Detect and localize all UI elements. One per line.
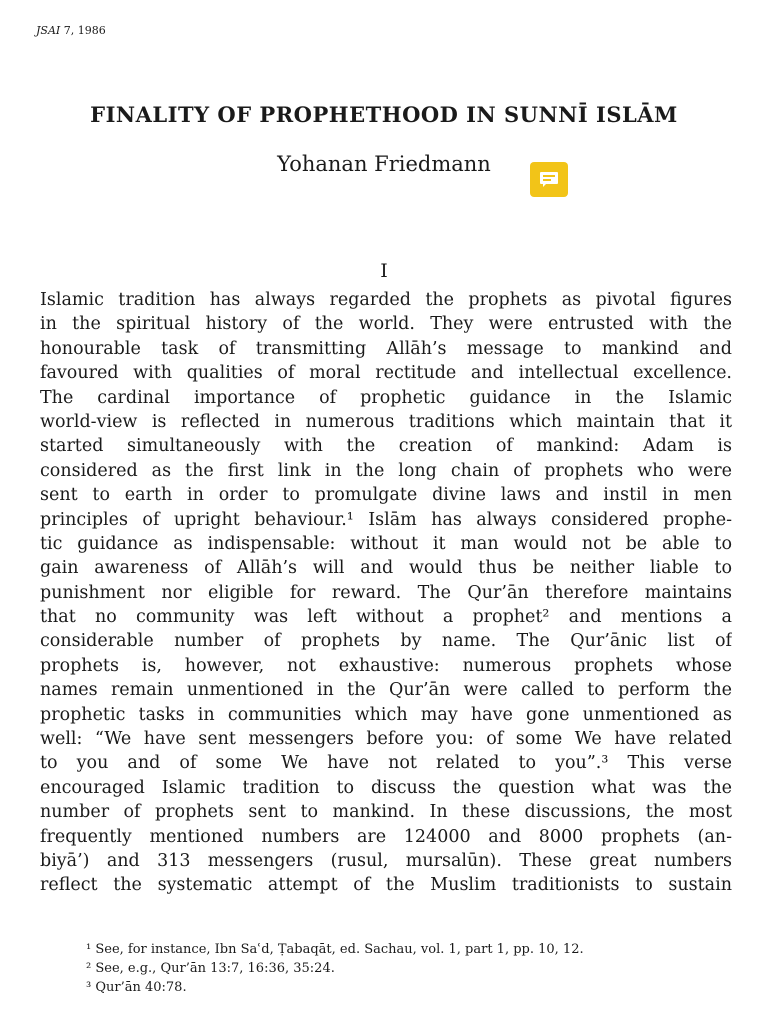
body-line: Islamic tradition has always regarded the prophets as pivotal figures [40, 290, 732, 310]
body-line: names remain unmentioned in the Qur’ān were called to perform the [40, 680, 732, 701]
body-line: principles of upright behaviour.¹ Islām has always considered prophe- [40, 509, 732, 530]
body-line: The cardinal importance of prophetic guidance in the Islamic [40, 387, 732, 408]
body-line: prophetic tasks in communities which may have gone unmentioned as [40, 704, 732, 725]
journal-name: JSAI [36, 24, 61, 37]
article-title: FINALITY OF PROPHETHOOD IN SUNNĪ ISLĀM [90, 102, 678, 127]
body-line: favoured with qualities of moral rectitude and intellectual excellence. [40, 363, 732, 384]
section-number: I [380, 260, 388, 282]
body-line: sent to earth in order to promulgate divine laws and instil in men [40, 485, 732, 506]
body-line: well: “We have sent messengers before you: of some We have related [40, 729, 732, 750]
journal-header [36, 24, 106, 37]
body-line: frequently mentioned numbers are 124000 and 8000 prophets (an- [40, 826, 732, 847]
body-line: prophets is, however, not exhaustive: numerous prophets whose [40, 655, 732, 676]
body-line: considered as the first link in the long chain of prophets who were [40, 460, 732, 481]
footnote-1: ¹ See, for instance, Ibn Saʿd, Ṭabaqāt, ed. Sachau, vol. 1, part 1, pp. 10, 12. [86, 942, 584, 957]
body-line: biyā’) and 313 messengers (rusul, mursalūn). These great numbers [40, 850, 732, 871]
body-line: to you and of some We have not related to you”.³ This verse [40, 753, 732, 774]
article-body [40, 288, 732, 898]
body-line: tic guidance as indispensable: without it man would not be able to [40, 533, 732, 554]
body-line: honourable task of transmitting Allāh’s message to mankind and [40, 338, 732, 359]
body-line: gain awareness of Allāh’s will and would thus be neither liable to [40, 558, 732, 579]
journal-volume-year: 7, 1986 [63, 24, 106, 37]
body-line: that no community was left without a prophet² and mentions a [40, 607, 732, 628]
footnote-3: ³ Qur’ān 40:78. [86, 980, 187, 995]
body-line: started simultaneously with the creation of mankind: Adam is [40, 436, 732, 457]
body-line: number of prophets sent to mankind. In these discussions, the most [40, 802, 732, 823]
body-line: encouraged Islamic tradition to discuss the question what was the [40, 777, 732, 798]
body-line: in the spiritual history of the world. They were entrusted with the [40, 314, 732, 335]
body-line: punishment nor eligible for reward. The Qur’ān therefore maintains [40, 582, 732, 603]
footnote-2: ² See, e.g., Qur’ān 13:7, 16:36, 35:24. [86, 961, 335, 976]
article-author: Yohanan Friedmann [277, 152, 491, 176]
footnotes [86, 940, 736, 997]
body-line: world-view is reflected in numerous traditions which maintain that it [40, 411, 732, 432]
body-line: considerable number of prophets by name. The Qur’ānic list of [40, 631, 732, 652]
body-line: reflect the systematic attempt of the Muslim traditionists to sustain [40, 875, 732, 896]
comment-icon[interactable] [530, 162, 568, 197]
